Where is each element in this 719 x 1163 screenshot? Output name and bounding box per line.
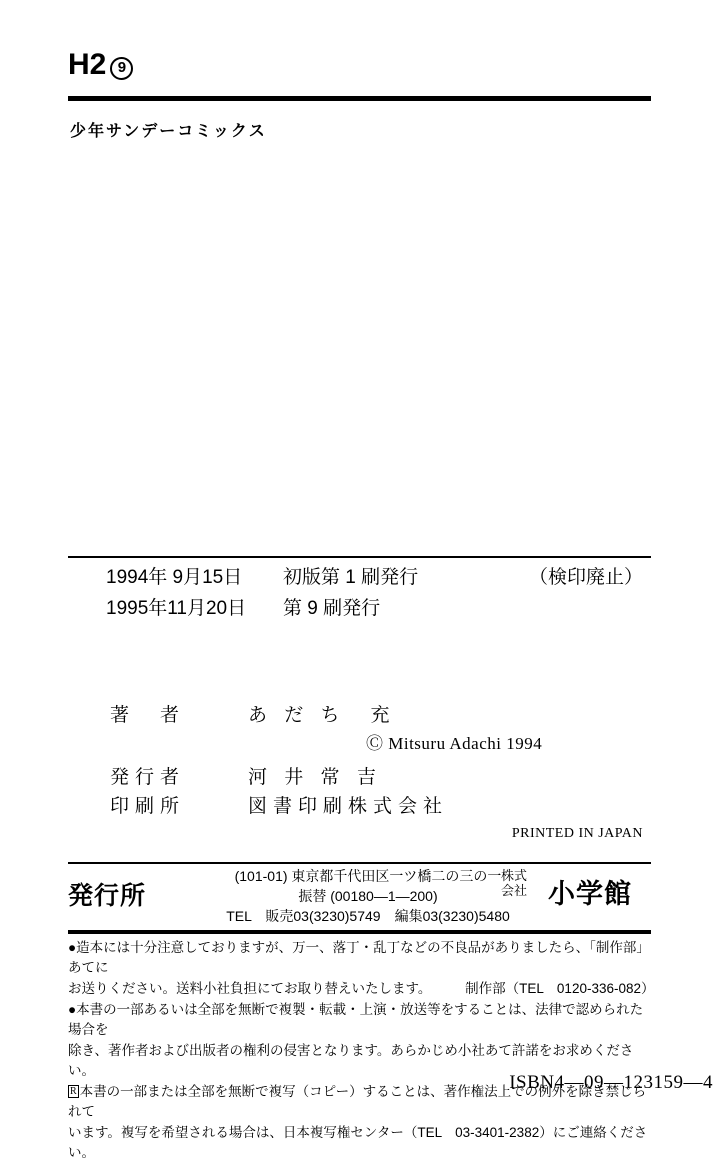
publisher-tel: TEL 販売03(3230)5749 編集03(3230)5480 [226, 908, 510, 924]
notice-line: います。複写を希望される場合は、日本複写権センター（TEL 03-3401-2382）にご連絡ください。 [68, 1125, 648, 1160]
credit-row-author [68, 700, 651, 727]
isbn: ISBN4—09—123159—4 [509, 1072, 713, 1093]
notice-line: ●本書の一部あるいは全部を無断で複製・転載・上演・放送等をすることは、法律で認められた場合を [68, 1002, 644, 1037]
printing-note: （検印廃止） [528, 567, 643, 588]
printer-value: 図書印刷株式会社 [248, 796, 449, 817]
notice-line: 本書の一部または全部を無断で複写（コピー）することは、著作権法上での例外を除き禁じられて [68, 1084, 647, 1119]
notices-divider-top [68, 930, 651, 934]
publisher-person-value: 河 井 常 吉 [248, 767, 382, 788]
author-value: あ だ ち 充 [248, 705, 396, 726]
printing-date: 1994年 9月15日 [106, 567, 243, 588]
printing-row [68, 562, 651, 593]
printed-in-japan: PRINTED IN JAPAN [511, 826, 643, 841]
legal-notices [68, 938, 653, 1163]
notice-line: ●造本には十分注意しておりますが、万一、落丁・乱丁などの不良品がありましたら、「制作部」あてに [68, 940, 650, 975]
publisher-corp-type [484, 868, 544, 898]
printer-label: 印刷所 [110, 796, 186, 817]
publisher-person-label: 発行者 [110, 767, 186, 788]
credit-row-printer [68, 791, 651, 818]
book-title-line [68, 48, 648, 82]
printing-date: 1995年11月20日 [106, 598, 247, 619]
publisher-furikae: 振替 (00180—1—200) [298, 888, 438, 904]
series-label: 少年サンデーコミックス [70, 123, 267, 140]
title-block [68, 48, 648, 82]
author-label: 著 者 [110, 705, 186, 726]
notice-line: 除き、著作者および出版者の権利の侵害となります。あらかじめ小社あて許諾をお求めください。 [68, 1043, 634, 1078]
publisher-address: (101-01) 東京都千代田区一ツ橋二の三の一 [234, 868, 502, 884]
volume-number-badge: 9 [110, 57, 133, 80]
notice-line: お送りください。送料小社負担にてお取り替えいたします。 制作部（TEL 0120-336-082） [68, 981, 655, 996]
registered-r-icon: R [70, 1086, 77, 1097]
publisher-corp-line1: 株式 [500, 868, 527, 883]
credits-block [68, 700, 651, 841]
printing-dates [68, 562, 651, 624]
dates-divider-top [68, 556, 651, 558]
printing-impression: 初版第 1 刷発行 [283, 567, 419, 588]
publisher-name: 小学館 [548, 879, 632, 909]
publisher-label: 発行所 [68, 882, 147, 910]
copyright-line: Ⓒ Mitsuru Adachi 1994 [366, 734, 543, 753]
publisher-corp-line2: 会社 [500, 883, 527, 898]
book-title: H2 [68, 48, 107, 81]
publisher-divider-top [68, 862, 651, 864]
printing-impression: 第 9 刷発行 [283, 598, 381, 619]
printing-row [68, 593, 651, 624]
credit-row-publisher-person [68, 762, 651, 789]
header-divider [68, 96, 651, 101]
